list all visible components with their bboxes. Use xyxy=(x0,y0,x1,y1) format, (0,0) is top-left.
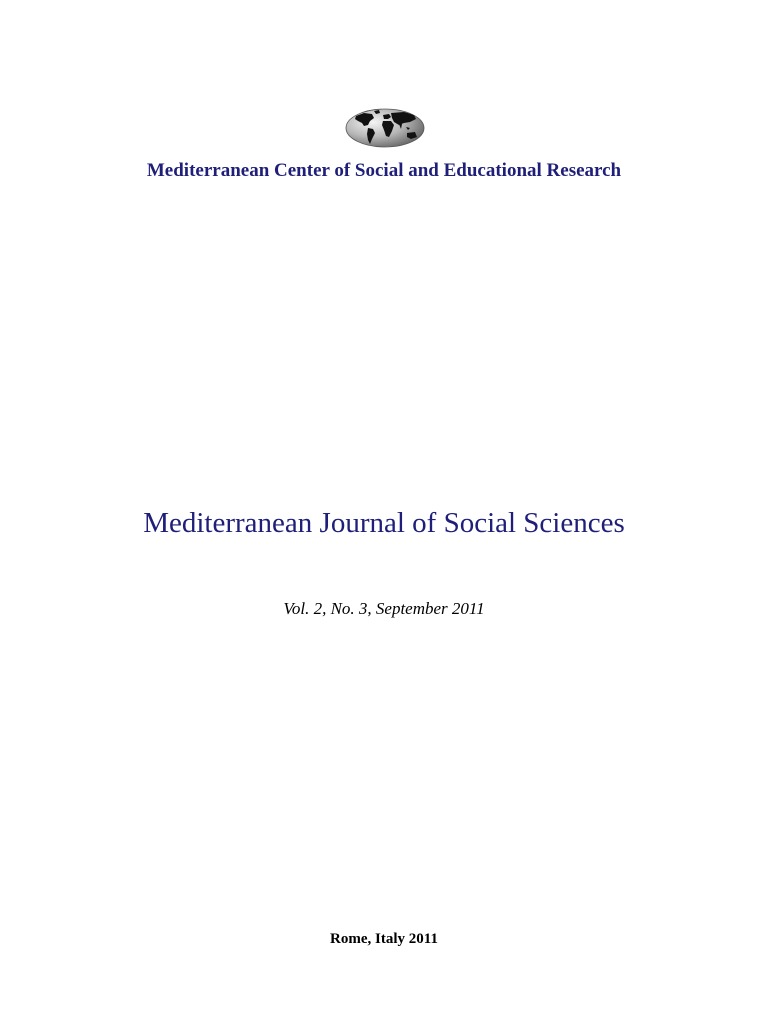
publisher-name: Mediterranean Center of Social and Educational Research xyxy=(146,160,622,181)
journal-title: Mediterranean Journal of Social Sciences xyxy=(143,507,625,539)
volume-info: Vol. 2, No. 3, September 2011 xyxy=(283,599,485,618)
globe-icon xyxy=(344,107,426,149)
place-year: Rome, Italy 2011 xyxy=(330,931,438,947)
